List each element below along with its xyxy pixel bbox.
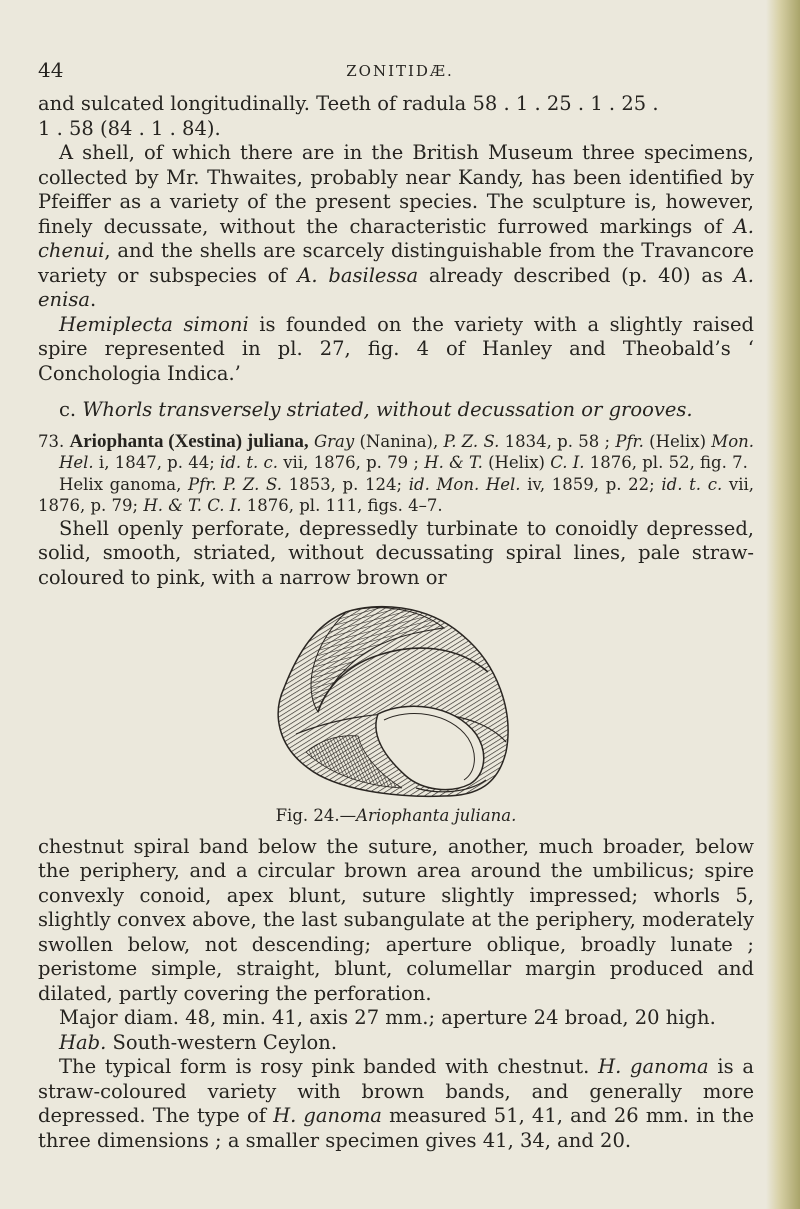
habitat: Hab. South-western Ceylon. — [59, 1030, 338, 1054]
description-part-2: chestnut spiral band below the suture, another, much broader, below the periphery, and a circular brown area around the umbilicus; spire convexly conoid, apex blunt, suture slightly impressed; whorls 5, slightly convex above, the last subangulate at the periphery, moderately swollen below, not descending; aperture oblique, broadly lunate ; peristome simple, straight, blunt, columellar margin produced and dilated, partly covering the perforation. — [38, 834, 754, 1005]
paragraph-british-museum: A shell, of which there are in the British Museum three specimens, collected by Mr. Thwaites, probably near Kandy, has been identified by Pfeiffer as a variety of the present species. The sculpture is, however, finely decussate, without the characteristic furrowed markings of A. chenui, and the shells are scarcely distinguishable from the Travancore variety or subspecies of A. basilessa already described (p. 40) as A. enisa. — [38, 141, 754, 311]
line: 1 . 58 (84 . 1 . 84). — [38, 116, 221, 140]
line: and sulcated longitudinally. Teeth of radula 58 . 1 . 25 . 1 . 25 . — [38, 92, 659, 115]
section-heading: c. Whorls transversely striated, without decussation or grooves. — [59, 398, 693, 421]
description-part-1: Shell openly perforate, depressedly turbinate to conoidly depressed, solid, smooth, striated, without decussating spiral lines, pale straw-coloured to pink, with a narrow brown or — [38, 516, 754, 589]
figure-caption: Fig. 24.—Ariophanta juliana. — [275, 806, 517, 825]
page-edge-shadow — [766, 0, 800, 1209]
running-head: ZONITIDÆ. — [346, 62, 454, 80]
paragraph-hemiplecta: Hemiplecta simoni is founded on the variety with a slightly raised spire represented in pl. 27, fig. 4 of Hanley and Theobald’s ‘ Conchologia Indica.’ — [38, 312, 754, 385]
paragraph-varieties: The typical form is rosy pink banded with chestnut. H. ganoma is a straw-coloured variety with brown bands, and generally more depressed. The type of H. ganoma measured 51, 41, and 26 mm. in the three dimensions ; a smaller specimen gives 41, 34, and 20. — [38, 1055, 754, 1152]
species-name: Ariophanta (Xestina) juliana, — [69, 430, 309, 452]
synonym-entry: Helix ganoma, Pfr. P. Z. S. 1853, p. 124; id. Mon. Hel. iv, 1859, p. 22; id. t. c. vii, 1876, p. 79; H. & T. C. I. 1876, pl. 111, figs. 4–7. — [38, 474, 754, 515]
figure-24 — [38, 596, 754, 802]
species-number: 73. — [38, 431, 70, 451]
body-text — [38, 92, 754, 1153]
page-number: 44 — [38, 58, 64, 82]
page-header — [0, 58, 800, 84]
shell-illustration — [266, 602, 526, 798]
measurements: Major diam. 48, min. 41, axis 27 mm.; aperture 24 broad, 20 high. — [59, 1006, 716, 1029]
paragraph-radula — [38, 92, 754, 141]
species-entry: 73. Ariophanta (Xestina) juliana, Gray (Nanina), P. Z. S. 1834, p. 58 ; Pfr. (Helix) Mon. Hel. i, 1847, p. 44; id. t. c. vii, 1876, p. 79 ; H. & T. (Helix) C. I. 1876, pl. 52, fig. 7. — [38, 430, 754, 472]
